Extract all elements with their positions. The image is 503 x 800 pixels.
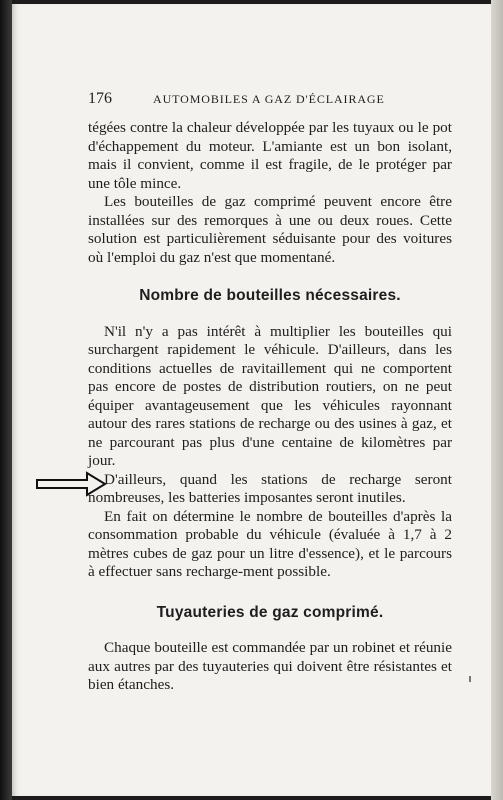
page-number: 176	[88, 90, 112, 107]
running-title: AUTOMOBILES A GAZ D'ÉCLAIRAGE	[153, 92, 385, 106]
right-arrow-outline-icon	[35, 471, 107, 497]
paragraph-remorques: Les bouteilles de gaz comprimé peuvent encore être installées sur des remorques à une ou deux roues. Cette solution est particulièrement séduisante pour des voitures où l'emploi du gaz n'est que momentané.	[88, 193, 452, 266]
paragraph-consommation: En fait on détermine le nombre de bouteilles d'après la consommation probable du véhicule (évaluée à 1,7 à 2 mètres cubes de gaz pour un litre d'essence), et le parcours à effectuer sans recharge-ment possible.	[88, 507, 452, 580]
page-mark	[469, 676, 471, 682]
section-heading-tuyauteries: Tuyauteries de gaz comprimé.	[156, 603, 384, 621]
paragraph-stations: D'ailleurs, quand les stations de recharge seront nombreuses, les batteries imposantes seront inutiles.	[88, 470, 452, 506]
paragraph-robinet: Chaque bouteille est commandée par un robinet et réunie aux autres par des tuyauteries qui doivent être résistantes et bien étanches.	[88, 639, 452, 693]
page-edge	[491, 0, 503, 800]
paragraph-interet: N'il n'y a pas intérêt à multiplier les bouteilles qui surchargent rapidement le véhicule. D'ailleurs, dans les conditions actuelles de ravitaillement qui ne comportent pas encore de postes de distribution routiers, on ne peut équiper avantageusement que les véhicules rayonnant autour des rares stations de recharge ou des usines à gaz, et ne parcourant pas plus d'une centaine de kilomètres par jour.	[88, 322, 452, 469]
paragraph-continuation: tégées contre la chaleur développée par les tuyaux ou le pot d'échappement du moteur. L'amiante est un bon isolant, mais il convient, comme il est fragile, de le protéger par une tôle mince.	[88, 119, 452, 192]
page-body	[88, 119, 452, 695]
book-spine	[0, 0, 12, 800]
page-header	[88, 89, 452, 109]
section-heading-nombre: Nombre de bouteilles nécessaires.	[139, 287, 401, 304]
